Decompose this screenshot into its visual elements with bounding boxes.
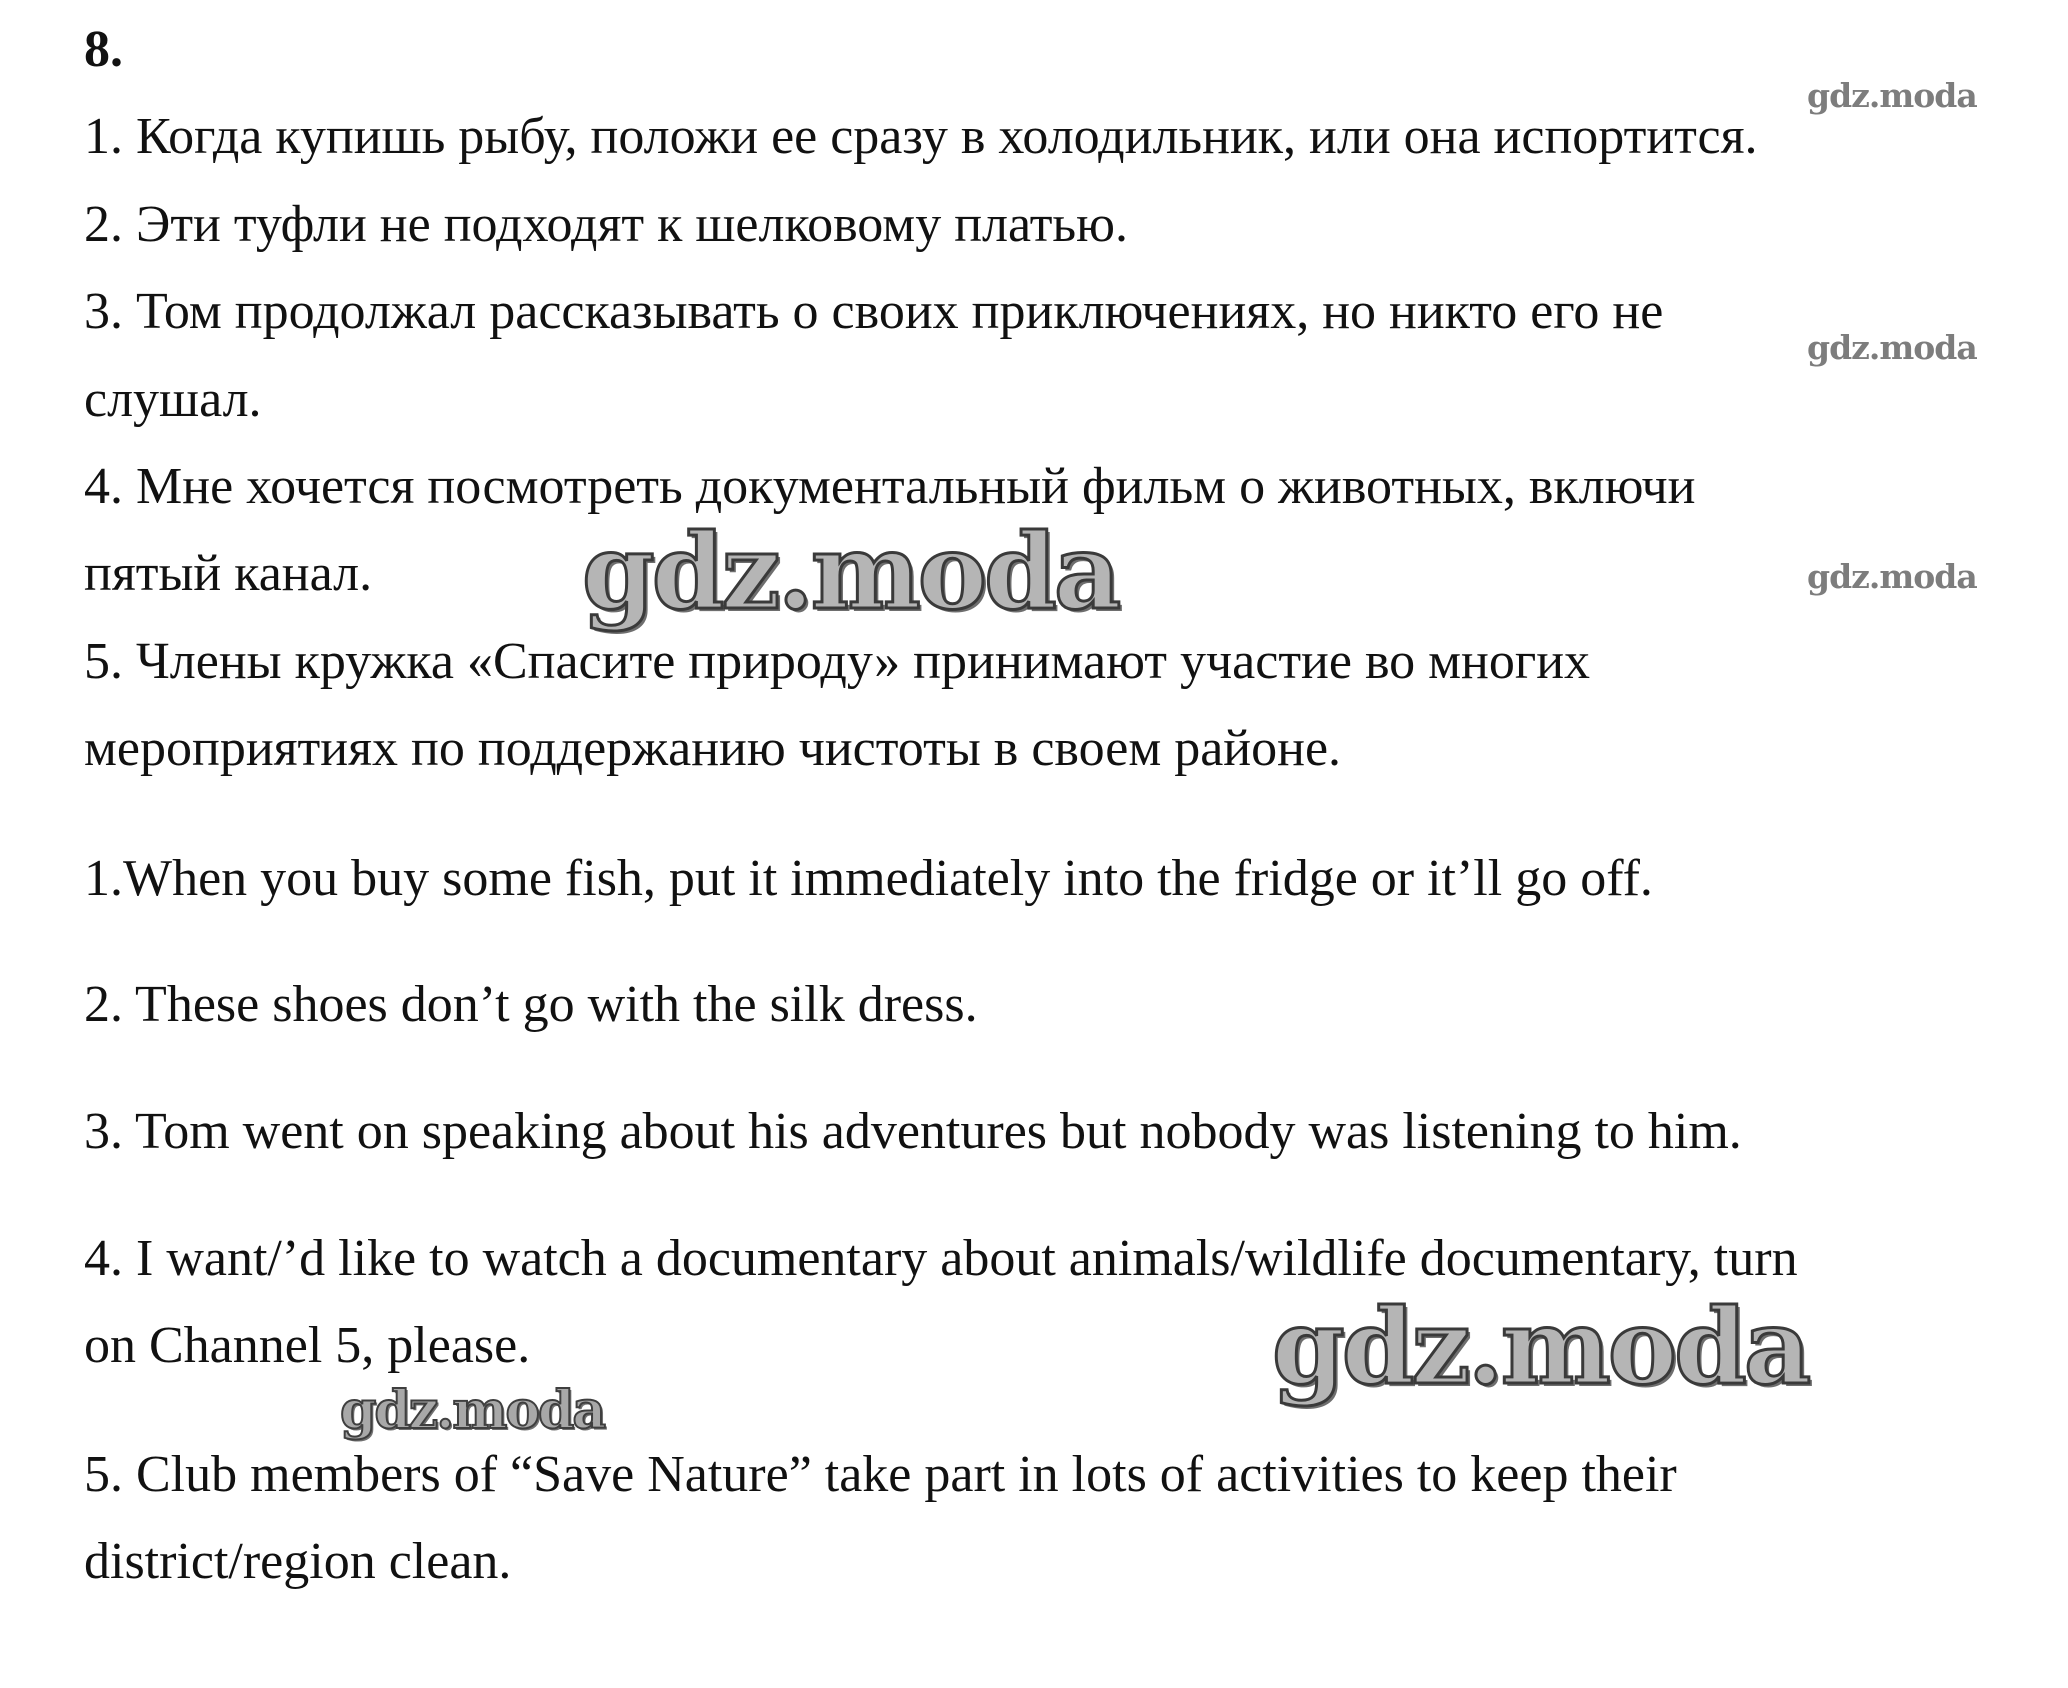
ru-sentence-5-line-1: 5. Члены кружка «Спасите природу» принимают участие во многих [84, 633, 1591, 690]
exercise-number: 8. [84, 21, 123, 78]
ru-sentence-3-line-2: слушал. [84, 371, 262, 428]
ru-sentence-2: 2. Эти туфли не подходят к шелковому платью. [84, 196, 1128, 253]
watermark-medium: gdz.moda [340, 1380, 605, 1441]
ru-sentence-4-line-1: 4. Мне хочется посмотреть документальный фильм о животных, включи [84, 458, 1696, 515]
en-sentence-4-line-2: on Channel 5, please. [84, 1317, 531, 1374]
watermark-small-1: gdz.moda [1807, 76, 1977, 115]
en-sentence-5-line-1: 5. Club members of “Save Nature” take part in lots of activities to keep their [84, 1446, 1677, 1503]
watermark-large-1: gdz.moda [582, 510, 1119, 633]
en-sentence-5-line-2: district/region clean. [84, 1533, 512, 1590]
ru-sentence-5-line-2: мероприятиях по поддержанию чистоты в своем районе. [84, 720, 1342, 777]
ru-sentence-3-line-1: 3. Том продолжал рассказывать о своих приключениях, но никто его не [84, 283, 1664, 340]
en-sentence-4-line-1: 4. I want/’d like to watch a documentary about animals/wildlife documentary, turn [84, 1230, 1798, 1287]
en-sentence-3: 3. Tom went on speaking about his adventures but nobody was listening to him. [84, 1103, 1742, 1160]
watermark-small-3: gdz.moda [1807, 557, 1977, 596]
ru-sentence-4-line-2: пятый канал. [84, 545, 373, 602]
watermark-large-2: gdz.moda [1272, 1285, 1809, 1408]
en-sentence-1: 1.When you buy some fish, put it immediately into the fridge or it’ll go off. [84, 850, 1653, 907]
watermark-small-2: gdz.moda [1807, 328, 1977, 367]
en-sentence-2: 2. These shoes don’t go with the silk dress. [84, 976, 978, 1033]
ru-sentence-1: 1. Когда купишь рыбу, положи ее сразу в холодильник, или она испортится. [84, 108, 1758, 165]
